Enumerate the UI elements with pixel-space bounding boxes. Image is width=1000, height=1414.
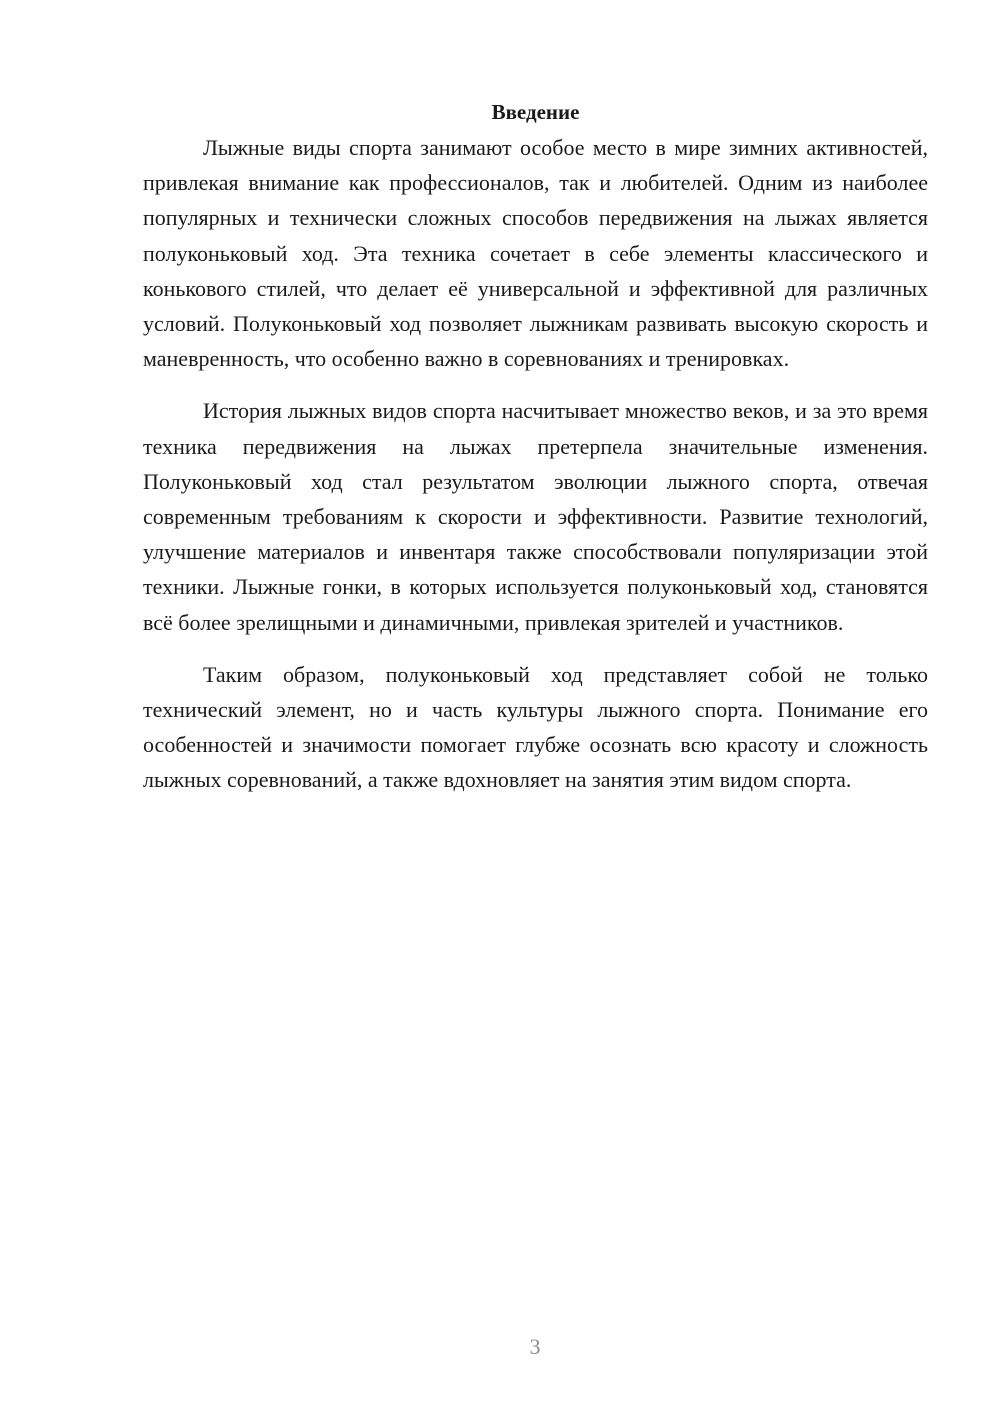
section-title: Введение [491, 100, 580, 124]
paragraph-2: История лыжных видов спорта насчитывает множество веков, и за это время техника передвижения на лыжах претерпела значительные изменения. Полуконьковый ход стал результатом эволюции лыжного спорта, отвечая современным требованиям к скорости и эффективности. Развитие технологий, улучшение материалов и инвентаря также способствовали популяризации этой техники. Лыжные гонки, в которых используется полуконьковый ход, становятся всё более зрелищными и динамичными, привлекая зрителей и участников. [143, 398, 928, 635]
page-number: 3 [529, 1334, 541, 1359]
paragraph-3: Таким образом, полуконьковый ход представляет собой не только технический элемент, но и часть культуры лыжного спорта. Понимание его особенностей и значимости помогает глубже осознать всю красоту и сложность лыжных соревнований, а также вдохновляет на занятия этим видом спорта. [143, 661, 928, 793]
paragraph-1: Лыжные виды спорта занимают особое место в мире зимних активностей, привлекая внимание как профессионалов, так и любителей. Одним из наиболее популярных и технически сложных способов передвижения на лыжах является полуконьковый ход. Эта техника сочетает в себе элементы классического и конькового стилей, что делает её универсальной и эффективной для различных условий. Полуконьковый ход позволяет лыжникам развивать высокую скорость и маневренность, что особенно важно в соревнованиях и тренировках. [143, 135, 928, 372]
page-content [143, 95, 928, 798]
